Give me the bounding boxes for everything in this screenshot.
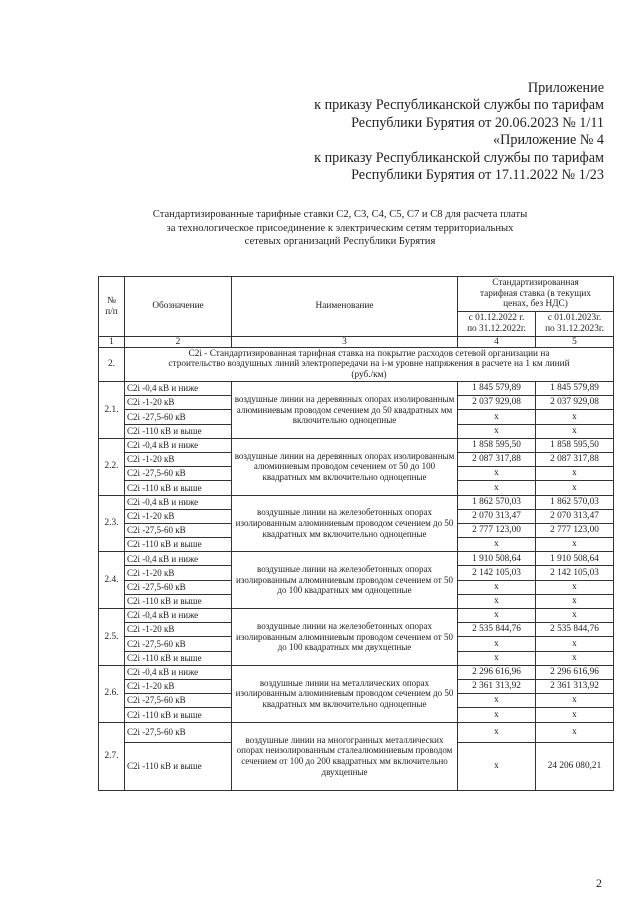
table-row xyxy=(99,665,614,679)
rate-value-2023: x xyxy=(536,580,614,594)
column-index: 2 xyxy=(125,337,232,348)
header-name: Наименование xyxy=(232,277,458,337)
rate-value-2023: 24 206 080,21 xyxy=(536,742,614,790)
rate-value-2022: x xyxy=(458,538,536,552)
rate-code: C2i -27,5-60 кВ xyxy=(125,467,232,481)
rate-code: C2i -27,5-60 кВ xyxy=(125,580,232,594)
header-period-line: по 31.12.2022г. xyxy=(467,324,526,334)
line-description: воздушные линии на железобетонных опорах изолированным алюминиевым проводом сечением от 50 до 100 квадратных мм двухцепные xyxy=(232,609,458,666)
rate-code: C2i -1-20 кВ xyxy=(125,396,232,410)
rate-value-2023: 2 037 929,08 xyxy=(536,396,614,410)
column-index: 5 xyxy=(536,337,614,348)
rate-value-2022: 2 777 123,00 xyxy=(458,523,536,537)
header-rate-line: Стандартизированная xyxy=(492,277,579,288)
rate-value-2022: 2 361 313,92 xyxy=(458,679,536,693)
table-row xyxy=(99,495,614,509)
column-index: 4 xyxy=(458,337,536,348)
header-code: Обозначение xyxy=(125,277,232,337)
rate-value-2023: x xyxy=(536,651,614,665)
rate-value-2023: x xyxy=(536,708,614,722)
order-reference-header xyxy=(184,80,604,184)
header-period-1 xyxy=(458,312,536,337)
group-number: 2.4. xyxy=(99,552,125,609)
rate-value-2022: 1 845 579,89 xyxy=(458,382,536,396)
rate-value-2022: x xyxy=(458,742,536,790)
rate-value-2022: x xyxy=(458,594,536,608)
rate-value-2023: x xyxy=(536,424,614,438)
title-line: за технологическое присоединение к электрическим сетям территориальных xyxy=(166,222,514,234)
header-period-line: с 01.01.2023г. xyxy=(547,313,602,324)
rate-value-2022: 1 858 595,50 xyxy=(458,438,536,452)
header-period-line: по 31.12.2023г. xyxy=(545,324,604,334)
rate-value-2023: 2 296 616,96 xyxy=(536,665,614,679)
rate-value-2022: 2 535 844,76 xyxy=(458,623,536,637)
rate-code: C2i -0,4 кВ и ниже xyxy=(125,609,232,623)
rate-code: C2i -110 кВ и выше xyxy=(125,594,232,608)
column-index: 3 xyxy=(232,337,458,348)
rate-value-2022: 1 862 570,03 xyxy=(458,495,536,509)
rate-value-2022: 1 910 508,64 xyxy=(458,552,536,566)
header-rate-line: тарифная ставка (в текущих xyxy=(479,288,592,299)
rate-code: C2i -27,5-60 кВ xyxy=(125,637,232,651)
rate-value-2023: 1 862 570,03 xyxy=(536,495,614,509)
line-description: воздушные линии на железобетонных опорах изолированным алюминиевым проводом сечением до 50 квадратных мм включительно одноцепные xyxy=(232,495,458,552)
rate-code: C2i -27,5-60 кВ xyxy=(125,722,232,742)
rate-code: C2i -110 кВ и выше xyxy=(125,742,232,790)
group-number: 2.6. xyxy=(99,665,125,722)
rate-code: C2i -1-20 кВ xyxy=(125,566,232,580)
table-row xyxy=(99,609,614,623)
rate-value-2022: x xyxy=(458,722,536,742)
header-num-line: п/п xyxy=(105,306,118,317)
rate-value-2023: x xyxy=(536,637,614,651)
rate-code: C2i -1-20 кВ xyxy=(125,623,232,637)
table-row xyxy=(99,552,614,566)
rate-value-2022: x xyxy=(458,694,536,708)
rate-code: C2i -1-20 кВ xyxy=(125,452,232,466)
rate-value-2023: 2 142 105,03 xyxy=(536,566,614,580)
header-num xyxy=(99,277,125,337)
tariff-table xyxy=(98,276,614,791)
group-number: 2.1. xyxy=(99,382,125,439)
rate-code: C2i -0,4 кВ и ниже xyxy=(125,552,232,566)
rate-value-2023: 2 777 123,00 xyxy=(536,523,614,537)
rate-value-2023: 1 910 508,64 xyxy=(536,552,614,566)
section-line: C2i - Стандартизированная тарифная ставка на покрытие расходов сетевой организации на xyxy=(188,348,550,359)
rate-code: C2i -0,4 кВ и ниже xyxy=(125,382,232,396)
column-index-row xyxy=(99,337,614,348)
rate-value-2022: 2 296 616,96 xyxy=(458,665,536,679)
page-number: 2 xyxy=(596,876,602,890)
header-line: к приказу Республиканской службы по тарифам xyxy=(314,97,604,114)
rate-value-2023: x xyxy=(536,694,614,708)
table-row xyxy=(99,382,614,396)
rate-code: C2i -110 кВ и выше xyxy=(125,538,232,552)
rate-value-2023: x xyxy=(536,481,614,495)
rate-code: C2i -110 кВ и выше xyxy=(125,708,232,722)
header-line: к приказу Республиканской службы по тарифам xyxy=(314,149,604,166)
rate-value-2023: x xyxy=(536,722,614,742)
title-line: Стандартизированные тарифные ставки С2, С3, С4, С5, С7 и С8 для расчета платы xyxy=(152,209,528,220)
rate-value-2022: x xyxy=(458,424,536,438)
rate-value-2022: 2 037 929,08 xyxy=(458,396,536,410)
table-row xyxy=(99,722,614,742)
rate-code: C2i -110 кВ и выше xyxy=(125,424,232,438)
rate-value-2023: 1 845 579,89 xyxy=(536,382,614,396)
rate-value-2023: x xyxy=(536,410,614,424)
rate-code: C2i -110 кВ и выше xyxy=(125,651,232,665)
rate-value-2022: x xyxy=(458,481,536,495)
rate-value-2022: x xyxy=(458,467,536,481)
rate-value-2023: x xyxy=(536,594,614,608)
header-line: Республики Бурятия от 20.06.2023 № 1/11 xyxy=(351,114,604,131)
rate-value-2022: x xyxy=(458,708,536,722)
rate-code: C2i -27,5-60 кВ xyxy=(125,410,232,424)
line-description: воздушные линии на железобетонных опорах изолированным алюминиевым проводом сечением от 50 до 100 квадратных мм одноцепные xyxy=(232,552,458,609)
header-period-line: с 01.12.2022 г. xyxy=(468,313,525,324)
group-number: 2.7. xyxy=(99,722,125,790)
section-row xyxy=(99,348,614,382)
rate-value-2022: 2 087 317,88 xyxy=(458,452,536,466)
header-period-2 xyxy=(536,312,614,337)
line-description: воздушные линии на деревянных опорах изолированным алюминиевым проводом сечением до 50 квадратных мм включительно одноцепные xyxy=(232,382,458,439)
rate-value-2022: x xyxy=(458,651,536,665)
group-number: 2.3. xyxy=(99,495,125,552)
column-index: 1 xyxy=(99,337,125,348)
rate-value-2023: 2 361 313,92 xyxy=(536,679,614,693)
group-number: 2.2. xyxy=(99,438,125,495)
section-description xyxy=(125,348,614,382)
rate-code: C2i -27,5-60 кВ xyxy=(125,694,232,708)
header-line: Республики Бурятия от 17.11.2022 № 1/23 xyxy=(351,167,604,184)
rate-value-2023: 2 535 844,76 xyxy=(536,623,614,637)
line-description: воздушные линии на деревянных опорах изолированным алюминиевым проводом сечением от 50 до 100 квадратных мм включительно одноцепные xyxy=(232,438,458,495)
rate-value-2023: 1 858 595,50 xyxy=(536,438,614,452)
header-rate-line: ценах, без НДС) xyxy=(503,299,568,310)
rate-code: C2i -1-20 кВ xyxy=(125,679,232,693)
line-description: воздушные линии на многогранных металлических опорах неизолированным сталеалюминиевым проводом сечением от 100 до 200 квадратных мм включительно двухцепные xyxy=(232,722,458,790)
rate-value-2023: x xyxy=(536,609,614,623)
line-description: воздушные линии на металлических опорах изолированным алюминиевым проводом сечением до 50 квадратных мм включительно одноцепные xyxy=(232,665,458,722)
rate-value-2023: 2 087 317,88 xyxy=(536,452,614,466)
rate-value-2022: x xyxy=(458,609,536,623)
title-line: сетевых организаций Республики Бурятия xyxy=(244,236,436,248)
rate-code: C2i -27,5-60 кВ xyxy=(125,523,232,537)
section-number: 2. xyxy=(99,348,125,382)
section-line: (руб./км) xyxy=(351,369,387,380)
document-title xyxy=(70,208,610,249)
rate-value-2022: x xyxy=(458,637,536,651)
header-num-line: № xyxy=(107,295,116,306)
rate-value-2022: 2 070 313,47 xyxy=(458,509,536,523)
rate-value-2022: x xyxy=(458,410,536,424)
section-line: строительство воздушных линий электропередачи на i-м уровне напряжения в расчете на 1 км линий xyxy=(168,359,570,370)
rate-value-2023: x xyxy=(536,467,614,481)
rate-code: C2i -0,4 кВ и ниже xyxy=(125,495,232,509)
rate-code: C2i -110 кВ и выше xyxy=(125,481,232,495)
rate-value-2023: x xyxy=(536,538,614,552)
rate-value-2022: x xyxy=(458,580,536,594)
header-line: «Приложение № 4 xyxy=(493,132,604,149)
header-line: Приложение xyxy=(527,80,604,96)
group-number: 2.5. xyxy=(99,609,125,666)
rate-code: C2i -0,4 кВ и ниже xyxy=(125,665,232,679)
rate-code: C2i -0,4 кВ и ниже xyxy=(125,438,232,452)
rate-code: C2i -1-20 кВ xyxy=(125,509,232,523)
table-row xyxy=(99,438,614,452)
rate-value-2022: 2 142 105,03 xyxy=(458,566,536,580)
rate-value-2023: 2 070 313,47 xyxy=(536,509,614,523)
header-rate xyxy=(458,277,614,312)
